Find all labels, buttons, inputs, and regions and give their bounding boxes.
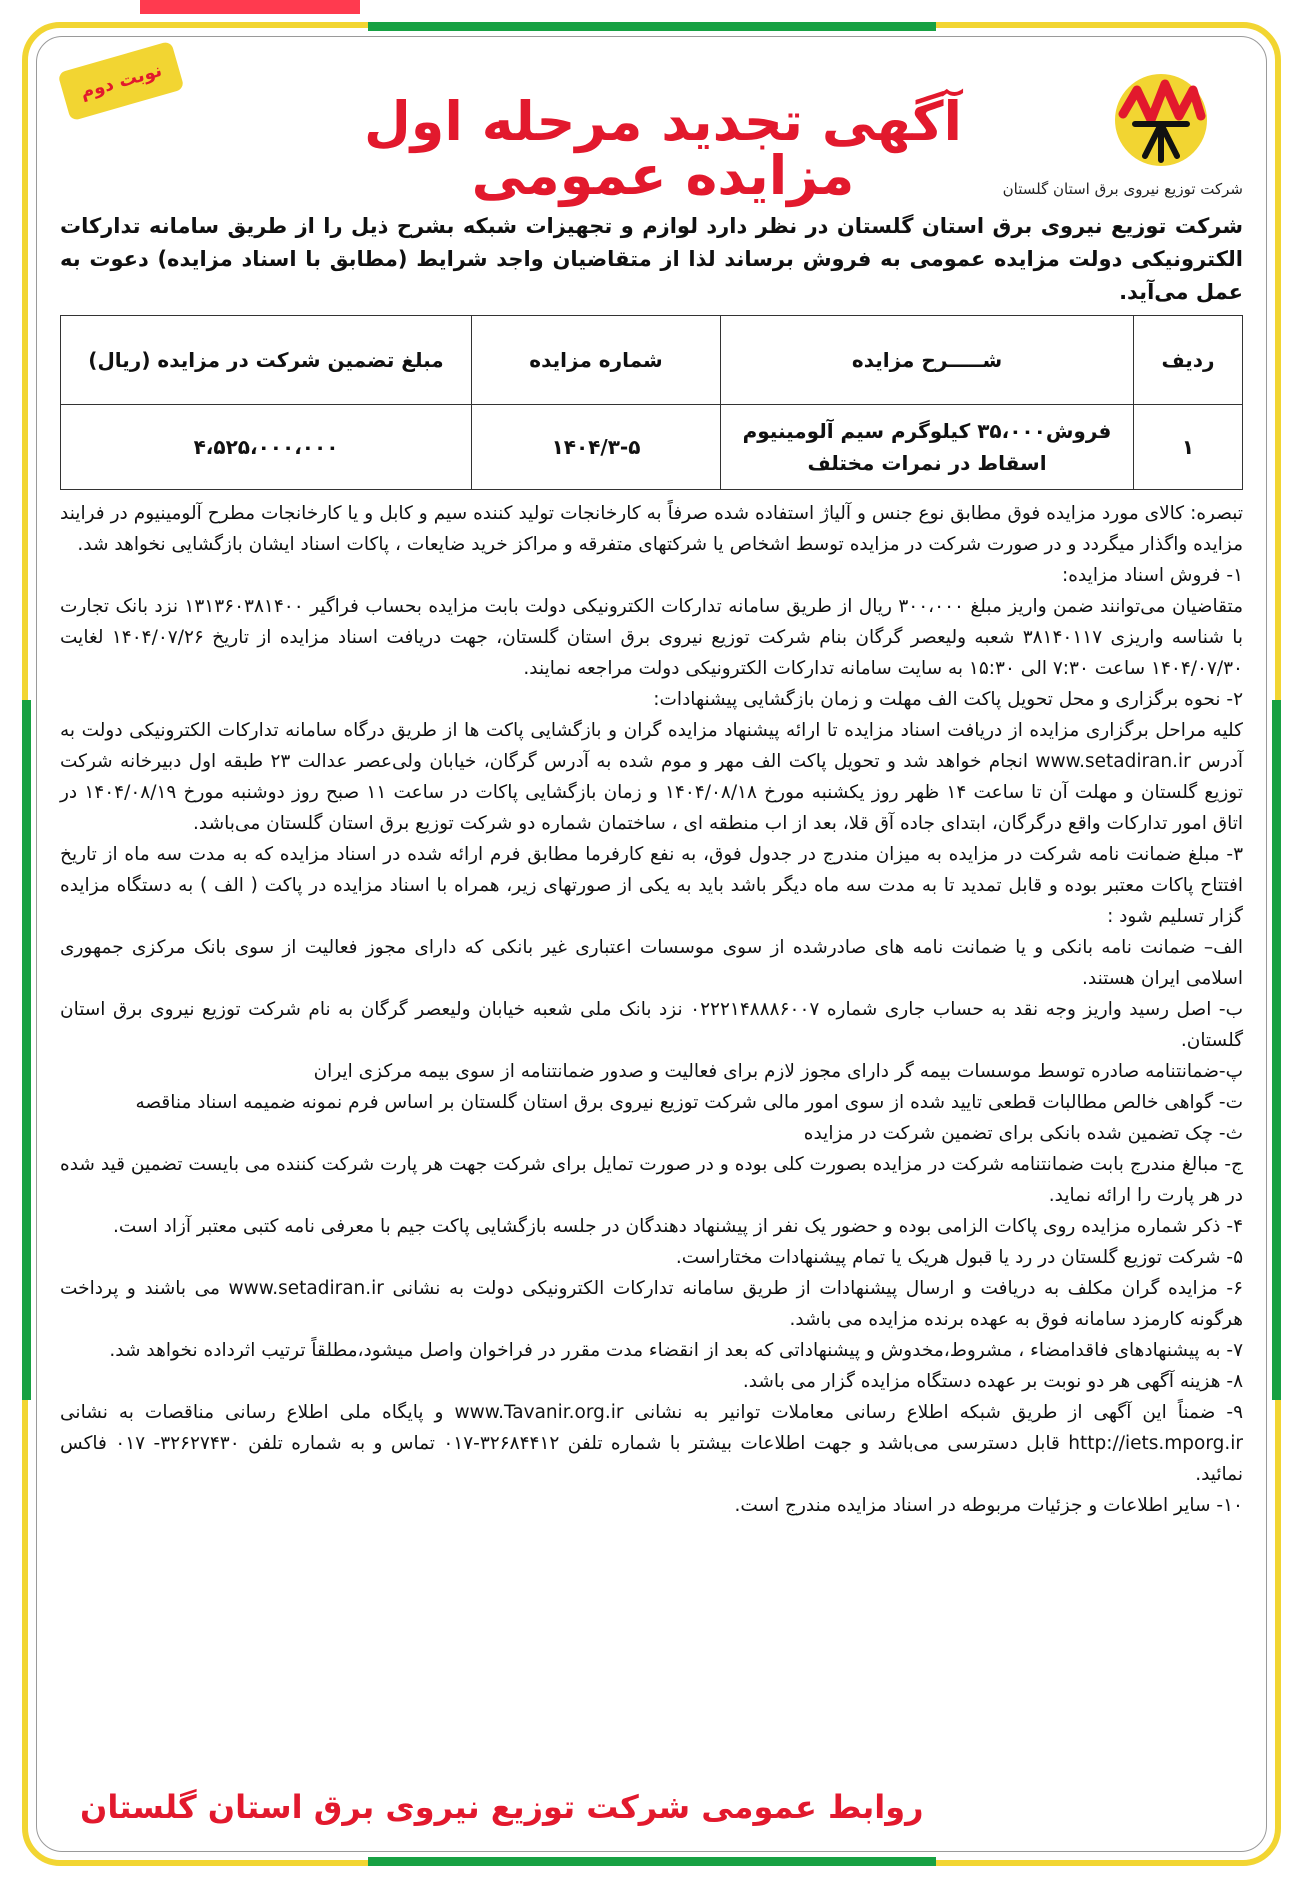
header-row-number: ردیف — [1134, 316, 1243, 405]
condition-paragraph: متقاضیان می‌توانند ضمن واریز مبلغ ۳۰۰،۰۰۰ ریال از طریق سامانه تدارکات الکترونیکی دولت بابت مزایده بحساب فراگیر ۱۳۱۳۶۰۳۸۱۴۰۰ نزد بانک تجارت با شناسه واریزی ۳۸۱۴۰۱۱۷ شعبه ولیعصر گرگان بنام شرکت توزیع نیروی برق استان گلستان، جهت دریافت اسناد مزایده از تاریخ ۱۴۰۴/۰۷/۲۶ لغایت ۱۴۰۴/۰۷/۳۰ ساعت ۷:۳۰ الی ۱۵:۳۰ به سایت سامانه تدارکات الکترونیکی دولت مراجعه نمایند. — [60, 596, 1243, 679]
condition-paragraph: ۵- شرکت توزیع گلستان در رد یا قبول هریک یا تمام پیشنهادات مختاراست. — [675, 1247, 1243, 1268]
notice-content — [60, 40, 1243, 1850]
notice-header — [60, 40, 1243, 210]
condition-paragraph: کلیه مراحل برگزاری مزایده از دریافت اسناد مزایده تا ارائه پیشنهاد مزایده گران و بازگشایی پاکت ها از طریق درگاه سامانه تدارکات الکترونیکی دولت به آدرس www.setadiran.ir انجام خواهد شد و تحویل پاکت الف مهر و موم شده به آدرس گرگان، خیابان ولی‌عصر عدالت ۲۳ طبقه اول دبیرخانه شرکت توزیع گلستان و مهلت آن تا ساعت ۱۴ ظهر روز یکشنبه مورخ ۱۴۰۴/۰۸/۱۸ و زمان بازگشایی پاکات در ساعت ۱۱ صبح روز دوشنبه مورخ ۱۴۰۴/۰۸/۱۹ در اتاق امور تدارکات واقع درگرگان، ابتدای جاده آق قلا، بعد از اب منطقه ای ، ساختمان شماره دو شرکت توزیع برق استان گلستان می‌باشد. — [60, 720, 1243, 834]
condition-paragraph: ۹- ضمناً این آگهی از طریق شبکه اطلاع رسانی معاملات توانیر به نشانی www.Tavanir.org.ir و پایگاه ملی اطلاع رسانی مناقصات به نشانی http://iets.mporg.ir قابل دسترسی می‌باشد و جهت اطلاعات بیشتر با شماره تلفن ۳۲۶۸۴۴۱۲-۰۱۷ تماس و به شماره تلفن ۳۲۶۲۷۴۳۰- ۰۱۷ فاکس نمائید. — [60, 1402, 1243, 1485]
condition-paragraph: ۳- مبلغ ضمانت نامه شرکت در مزایده به میزان مندرج در جدول فوق، به نفع کارفرما مطابق فرم ارائه شده در اسناد مزایده که به مدت سه ماه از تاریخ افتتاح پاکات معتبر بوده و قابل تمدید تا به مدت سه ماه دیگر باشد باید به یکی از صورتهای زیر، همراه با اسناد مزایده در پاکت ( الف ) به دستگاه مزایده گزار تسلیم شود : — [60, 844, 1243, 927]
company-logo-icon — [1101, 60, 1221, 180]
cell-auction-number: ۱۴۰۴/۳-۵ — [472, 405, 721, 490]
footer-signature: روابط عمومی شرکت توزیع نیروی برق استان گلستان — [80, 1788, 924, 1826]
right-green-bar — [1272, 700, 1281, 1400]
table-row — [61, 405, 1243, 490]
page-title: آگهی تجدید مرحله اول مزایده عمومی — [363, 90, 963, 207]
guarantee-option: ج- مبالغ مندرج بابت ضمانتنامه شرکت در مزایده بصورت کلی بوده و در صورت تمایل برای شرکت جهت هر پارت شرکت کننده می بایست تضمین قید شده در هر پارت را ارائه نماید. — [60, 1154, 1243, 1206]
conditions-list — [60, 498, 1243, 1521]
auction-table — [60, 315, 1243, 490]
logo-caption: شرکت توزیع نیروی برق استان گلستان — [1002, 180, 1243, 198]
edition-badge: نوبت دوم — [57, 41, 184, 122]
top-green-bar — [368, 22, 936, 31]
section-heading: ۱- فروش اسناد مزایده: — [1062, 565, 1243, 586]
guarantee-option: ث- چک تضمین شده بانکی برای تضمین شرکت در مزایده — [803, 1123, 1243, 1144]
cell-guarantee-amount: ۴،۵۲۵،۰۰۰،۰۰۰ — [61, 405, 472, 490]
guarantee-option: ب- اصل رسید واریز وجه نقد به حساب جاری شماره ۰۲۲۲۱۴۸۸۸۶۰۰۷ نزد بانک ملی شعبه خیابان ولیعصر گرگان به نام شرکت توزیع نیروی برق استان گلستان. — [60, 999, 1243, 1051]
note-text: تبصره: کالای مورد مزایده فوق مطابق نوع جنس و آلیاژ استفاده شده صرفاً به کارخانجات تولید کننده سیم و کابل و یا کارخانجات مطرح آلومینیوم در فرایند مزایده واگذار میگردد و در صورت شرکت در مزایده توسط اشخاص یا شرکتهای متفرقه و مراکز خرید ضایعات ، پاکات اسناد ایشان بازگشایی نخواهد شد. — [60, 503, 1243, 555]
guarantee-option: ت- گواهی خالص مطالبات قطعی تایید شده از سوی امور مالی شرکت توزیع نیروی برق استان گلستان بر اساس فرم نمونه ضمیمه اسناد مناقصه — [135, 1092, 1243, 1113]
condition-paragraph: ۷- به پیشنهادهای فاقدامضاء ، مشروط،مخدوش و پیشنهاداتی که بعد از انقضاء مدت مقرر در فراخوان واصل میشود،مطلقاً ترتیب اثرداده نخواهد شد. — [109, 1340, 1243, 1361]
condition-paragraph: ۸- هزینه آگهی هر دو نوبت بر عهده دستگاه مزایده گزار می باشد. — [742, 1371, 1243, 1392]
top-red-strip — [140, 0, 360, 14]
cell-description: فروش۳۵،۰۰۰ کیلوگرم سیم آلومینیوم اسقاط در نمرات مختلف — [721, 405, 1134, 490]
condition-paragraph: ۱۰- سایر اطلاعات و جزئیات مربوطه در اسناد مزایده مندرج است. — [734, 1495, 1243, 1516]
table-header-row — [61, 316, 1243, 405]
header-description: شـــــرح مزایده — [721, 316, 1134, 405]
section-heading: ۲- نحوه برگزاری و محل تحویل پاکت الف مهلت و زمان بازگشایی پیشنهادات: — [653, 689, 1243, 710]
intro-text: شرکت توزیع نیروی برق استان گلستان در نظر دارد لوازم و تجهیزات شبکه بشرح ذیل را از طریق سامانه تدارکات الکترونیکی دولت مزایده عمومی به فروش برساند لذا از متقاضیان واجد شرایط (مطابق با اسناد مزایده) دعوت به عمل می‌آید. — [60, 214, 1243, 304]
header-auction-number: شماره مزایده — [472, 316, 721, 405]
bottom-green-bar — [368, 1857, 936, 1866]
header-guarantee-amount: مبلغ تضمین شرکت در مزایده (ریال) — [61, 316, 472, 405]
condition-paragraph: ۴- ذکر شماره مزایده روی پاکات الزامی بوده و حضور یک نفر از پیشنهاد دهندگان در جلسه بازگشایی پاکت جیم با معرفی نامه کتبی معتبر آزاد است. — [113, 1216, 1243, 1237]
guarantee-option: الف– ضمانت نامه بانکی و یا ضمانت نامه های صادرشده از سوی موسسات اعتباری غیر بانکی که دارای مجوز فعالیت از سوی بانک مرکزی جمهوری اسلامی ایران هستند. — [60, 937, 1243, 989]
cell-row-number: ۱ — [1134, 405, 1243, 490]
condition-paragraph: ۶- مزایده گران مکلف به دریافت و ارسال پیشنهادات از طریق سامانه تدارکات الکترونیکی دولت به نشانی www.setadiran.ir می باشند و پرداخت هرگونه کارمزد سامانه فوق به عهده برنده مزایده می باشد. — [60, 1278, 1244, 1330]
guarantee-option: پ-ضمانتنامه صادره توسط موسسات بیمه گر دارای مجوز لازم برای فعالیت و صدور ضمانتنامه از سوی بیمه مرکزی ایران — [313, 1061, 1243, 1082]
left-green-bar — [22, 700, 31, 1400]
